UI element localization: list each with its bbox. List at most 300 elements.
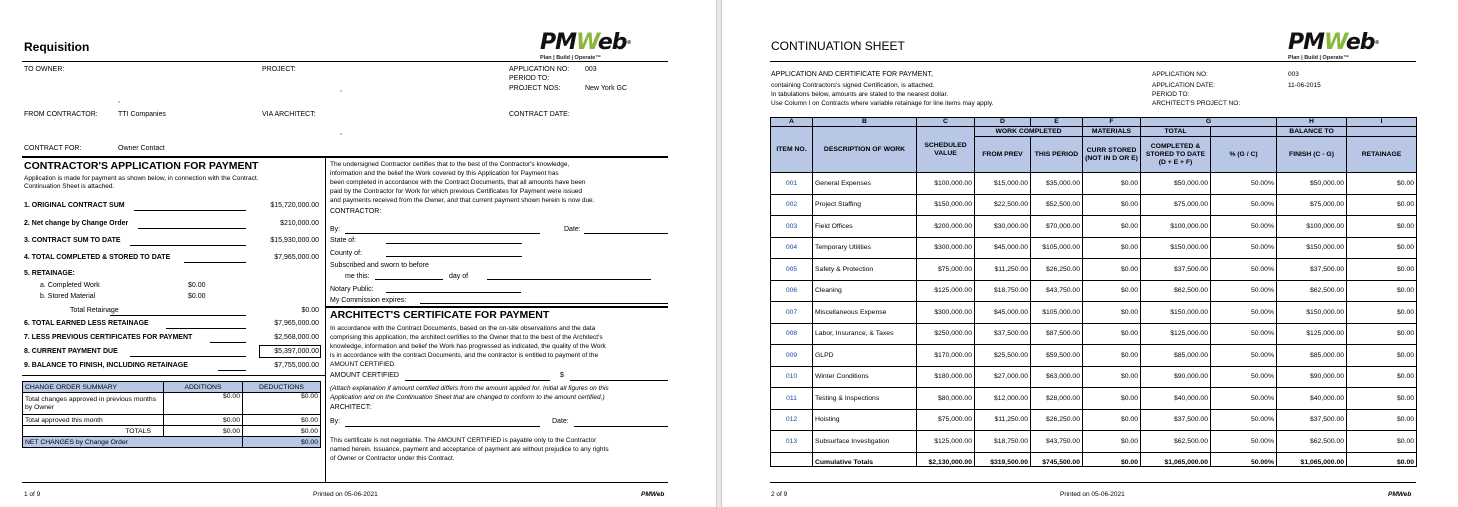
total-item-no: [771, 452, 813, 466]
line-6-label: 6. TOTAL EARNED LESS RETAINAGE: [24, 320, 149, 327]
co-row-totals-label: TOTALS: [23, 426, 164, 437]
meta-application-no-label: APPLICATION NO:: [1152, 71, 1208, 78]
intro-line-3: In tabulations below, amounts are stated to the nearest dollar.: [771, 91, 949, 98]
cell-balance-to-finish: $62,500.00: [1277, 431, 1347, 453]
cell-description: GLPD: [813, 345, 917, 367]
architect-footnote-3: of Owner or Contractor under this Contract.: [330, 455, 455, 462]
cell-item-no[interactable]: 003: [771, 216, 813, 238]
table-row: [771, 302, 1417, 324]
cell-retainage: $0.00: [1347, 388, 1417, 410]
footer-printed-2: Printed on 05-06-2021: [1060, 491, 1125, 498]
cell-completed-stored: $37,500.00: [1141, 409, 1211, 431]
co-row-totals-additions: $0.00: [164, 426, 243, 437]
line-9-label: 9. BALANCE TO FINISH, INCLUDING RETAINAGE: [24, 362, 188, 369]
cell-curr-stored: $0.00: [1083, 409, 1141, 431]
header-total: TOTAL: [1141, 127, 1211, 137]
cell-completed-stored: $75,000.00: [1141, 194, 1211, 216]
col-letter-d: D: [975, 118, 1031, 127]
cell-scheduled-value: $125,000.00: [917, 431, 975, 453]
cell-item-no[interactable]: 012: [771, 409, 813, 431]
cell-percent: 50.00%: [1211, 431, 1277, 453]
cell-from-prev: $11,250.00: [975, 259, 1031, 281]
footer-brand-2: PMWeb: [1388, 491, 1412, 498]
cell-percent: 50.00%: [1211, 409, 1277, 431]
col-letter-c: C: [917, 118, 975, 127]
cell-from-prev: $30,000.00: [975, 216, 1031, 238]
me-this-label: me this:: [345, 273, 370, 280]
cell-retainage: $0.00: [1347, 259, 1417, 281]
table-row: [771, 237, 1417, 259]
total-completed-stored: $1,065,000.00: [1141, 452, 1211, 466]
cell-completed-stored: $150,000.00: [1141, 302, 1211, 324]
continuation-sheet-page: [722, 0, 1458, 507]
co-header-deductions: DEDUCTIONS: [243, 382, 321, 393]
cell-balance-to-finish: $50,000.00: [1277, 173, 1347, 195]
table-row: [771, 431, 1417, 453]
footer-page: 1 of 9: [24, 491, 41, 498]
certification-text-5: and payments received from the Owner, and that current payment shown herein is now due.: [330, 197, 595, 204]
line-7-label: 7. LESS PREVIOUS CERTIFICATES FOR PAYMENT: [24, 334, 193, 341]
to-owner-label: TO OWNER:: [24, 66, 65, 73]
table-row: [771, 173, 1417, 195]
cell-scheduled-value: $170,000.00: [917, 345, 975, 367]
co-row-month-additions: $0.00: [164, 415, 243, 426]
cell-balance-to-finish: $125,000.00: [1277, 323, 1347, 345]
notary-label: Notary Public:: [330, 286, 374, 293]
certification-text-1: The undersigned Contractor certifies that to the best of the Contractor's knowledge,: [330, 161, 570, 168]
column-divider: [325, 157, 326, 482]
cell-from-prev: $22,500.00: [975, 194, 1031, 216]
cell-curr-stored: $0.00: [1083, 366, 1141, 388]
total-description: Cumulative Totals: [813, 452, 917, 466]
total-balance-to-finish: $1,065,000.00: [1277, 452, 1347, 466]
cell-description: Project Staffing: [813, 194, 917, 216]
contract-for-value: Owner Contact: [118, 145, 165, 152]
cell-balance-to-finish: $75,000.00: [1277, 194, 1347, 216]
cell-this-period: $26,250.00: [1031, 259, 1083, 281]
application-intro-1: Application is made for payment as shown below, in connection with the Contract.: [24, 175, 259, 182]
cell-description: Labor, Insurance, & Taxes: [813, 323, 917, 345]
completed-work-value: $0.00: [188, 282, 206, 289]
contractor-comma: ,: [118, 97, 120, 104]
contractor-date-line[interactable]: [584, 233, 668, 234]
table-row: [771, 194, 1417, 216]
cell-curr-stored: $0.00: [1083, 388, 1141, 410]
cell-scheduled-value: $75,000.00: [917, 409, 975, 431]
co-row-month-label: Total approved this month: [23, 415, 164, 426]
total-this-period: $745,500.00: [1031, 452, 1083, 466]
certification-text-2: information and the belief the Work covered by this Application for Payment has: [330, 170, 559, 177]
total-percent: 50.00%: [1211, 452, 1277, 466]
header-from-prev: FROM PREV: [975, 137, 1031, 173]
cell-this-period: $28,000.00: [1031, 388, 1083, 410]
cell-retainage: $0.00: [1347, 280, 1417, 302]
cell-retainage: $0.00: [1347, 194, 1417, 216]
header-finish: FINISH (C - G): [1277, 137, 1347, 173]
me-this-line[interactable]: [375, 279, 443, 280]
amount-certified-line[interactable]: [570, 380, 668, 381]
header-curr-stored: CURR STORED (NOT IN D OR E): [1083, 137, 1141, 173]
cell-scheduled-value: $250,000.00: [917, 323, 975, 345]
cell-description: Temporary Utilities: [813, 237, 917, 259]
co-row-previous-label: Total changes approved in previous months by Owner: [23, 393, 164, 415]
cell-scheduled-value: $200,000.00: [917, 216, 975, 238]
cell-description: Testing & Inspections: [813, 388, 917, 410]
architect-note-1: (Attach explanation if amount certified differs from the amount applied for. Initial all figures on this: [330, 385, 609, 392]
continuation-title: CONTINUATION SHEET: [771, 39, 905, 53]
application-heading: CONTRACTOR'S APPLICATION FOR PAYMENT: [24, 160, 259, 172]
co-net-label: NET CHANGES by Change Order: [23, 437, 243, 448]
architect-footnote-2: named herein. Issuance, payment and acceptance of payment are without prejudice to any rights: [330, 446, 609, 453]
co-row-totals-deductions: $0.00: [243, 426, 321, 437]
total-from-prev: $319,500.00: [975, 452, 1031, 466]
cell-percent: 50.00%: [1211, 366, 1277, 388]
cell-scheduled-value: $80,000.00: [917, 388, 975, 410]
total-retainage: $0.00: [1347, 452, 1417, 466]
cell-this-period: $52,500.00: [1031, 194, 1083, 216]
cell-percent: 50.00%: [1211, 237, 1277, 259]
cell-scheduled-value: $300,000.00: [917, 302, 975, 324]
cell-retainage: $0.00: [1347, 323, 1417, 345]
cell-item-no[interactable]: 006: [771, 280, 813, 302]
cell-percent: 50.00%: [1211, 194, 1277, 216]
cell-description: Miscellaneous Expense: [813, 302, 917, 324]
continuation-table-body: [771, 173, 1417, 467]
architect-comma: ,: [340, 129, 342, 136]
project-nos-label: PROJECT NOS:: [509, 85, 561, 92]
cell-curr-stored: $0.00: [1083, 194, 1141, 216]
contractor-label: CONTRACTOR:: [330, 208, 382, 215]
commission-line[interactable]: [420, 303, 668, 304]
application-intro-2: Continuation Sheet is attached.: [24, 183, 115, 190]
cell-this-period: $35,000.00: [1031, 173, 1083, 195]
cell-this-period: $87,500.00: [1031, 323, 1083, 345]
line-3-value: $15,930,000.00: [270, 237, 319, 244]
cell-description: Subsurface Investigation: [813, 431, 917, 453]
meta-application-no-value: 003: [1288, 71, 1299, 78]
cell-balance-to-finish: $40,000.00: [1277, 388, 1347, 410]
cell-curr-stored: $0.00: [1083, 237, 1141, 259]
co-net-value: $0.00: [243, 437, 321, 448]
cell-retainage: $0.00: [1347, 366, 1417, 388]
cell-from-prev: $18,750.00: [975, 280, 1031, 302]
table-row: [771, 388, 1417, 410]
contractor-by-line[interactable]: [345, 233, 540, 234]
cell-this-period: $59,500.00: [1031, 345, 1083, 367]
cell-from-prev: $18,750.00: [975, 431, 1031, 453]
contractor-by-label: By:: [330, 226, 341, 233]
line-4-label: 4. TOTAL COMPLETED & STORED TO DATE: [24, 254, 171, 261]
cell-balance-to-finish: $37,500.00: [1277, 259, 1347, 281]
cell-completed-stored: $62,500.00: [1141, 431, 1211, 453]
dollar-sign: $: [560, 372, 564, 379]
co-header-summary: CHANGE ORDER SUMMARY: [23, 382, 164, 393]
cell-completed-stored: $90,000.00: [1141, 366, 1211, 388]
amount-certified-label: AMOUNT CERTIFIED: [330, 372, 399, 379]
cell-retainage: $0.00: [1347, 345, 1417, 367]
header-retainage: RETAINAGE: [1347, 137, 1417, 173]
certification-text-3: been completed in accordance with the Contract Documents, that all amounts have been: [330, 179, 586, 186]
totals-row: [771, 452, 1417, 466]
line-2-label: 2. Net change by Change Order: [24, 220, 129, 227]
architect-text-3: knowledge, information and belief the Work has progressed as indicated, the quality of the Work: [330, 343, 606, 350]
period-to-label: PERIOD TO:: [509, 75, 550, 82]
page-title: Requisition: [24, 40, 90, 54]
architect-text-4: is in accordance with the contract Documents, and the contractor is entitled to payment of the: [330, 352, 599, 359]
cell-curr-stored: $0.00: [1083, 431, 1141, 453]
cell-curr-stored: $0.00: [1083, 302, 1141, 324]
state-of-label: State of:: [330, 237, 357, 244]
header-materials: MATERIALS: [1083, 127, 1141, 137]
contractor-date-label: Date:: [564, 226, 581, 233]
header-work-completed: WORK COMPLETED: [975, 127, 1083, 137]
cell-percent: 50.00%: [1211, 388, 1277, 410]
line-8-value: $5,397,000.00: [274, 348, 319, 355]
header-completed-stored: COMPLETED & STORED TO DATE (D + E + F): [1141, 137, 1211, 173]
cell-from-prev: $37,500.00: [975, 323, 1031, 345]
line-8-label: 8. CURRENT PAYMENT DUE: [24, 348, 118, 355]
pmweb-logo: PMWeb® Plan | Build | Operate™: [540, 30, 631, 61]
cell-completed-stored: $62,500.00: [1141, 280, 1211, 302]
meta-application-date-value: 11-06-2015: [1288, 82, 1321, 89]
col-letter-b: B: [813, 118, 917, 127]
cell-this-period: $43,750.00: [1031, 280, 1083, 302]
cell-description: Cleaning: [813, 280, 917, 302]
stored-material-label: b. Stored Material: [40, 293, 96, 300]
stored-material-value: $0.00: [188, 293, 206, 300]
footer-brand: PMWeb: [641, 491, 665, 498]
cell-from-prev: $45,000.00: [975, 302, 1031, 324]
cell-balance-to-finish: $85,000.00: [1277, 345, 1347, 367]
cell-item-no[interactable]: 005: [771, 259, 813, 281]
section-rule: [22, 156, 668, 158]
intro-line-4: Use Column I on Contracts where variable retainage for line items may apply.: [771, 100, 994, 107]
cell-completed-stored: $100,000.00: [1141, 216, 1211, 238]
header-this-period: THIS PERIOD: [1031, 137, 1083, 173]
pmweb-logo-2: PMWeb® Plan | Build | Operate™: [1288, 30, 1379, 61]
cell-curr-stored: $0.00: [1083, 280, 1141, 302]
cell-percent: 50.00%: [1211, 216, 1277, 238]
cell-retainage: $0.00: [1347, 302, 1417, 324]
cell-retainage: $0.00: [1347, 237, 1417, 259]
table-row: [771, 216, 1417, 238]
architect-note-2: Application and on the Continuation Sheet that are changed to conform to the amount certified.): [330, 394, 605, 401]
architect-date-label: Date:: [552, 418, 569, 425]
header-item-no: ITEM NO.: [771, 127, 813, 173]
requisition-page: [0, 0, 716, 507]
architect-footnote-1: This certificate is not negotiable. The AMOUNT CERTIFIED is payable only to the Contractor: [330, 437, 597, 444]
architect-date-line[interactable]: [574, 426, 668, 427]
project-nos-value: New York GC: [585, 85, 628, 92]
cell-this-period: $43,750.00: [1031, 431, 1083, 453]
cell-balance-to-finish: $37,500.00: [1277, 409, 1347, 431]
cell-scheduled-value: $300,000.00: [917, 237, 975, 259]
architect-text-2: comprising this application, the architect certifies to the Owner that to the best of the Architect's: [330, 334, 603, 341]
col-letter-f: F: [1083, 118, 1141, 127]
project-comma: ,: [340, 86, 342, 93]
co-row-previous-deductions: $0.00: [243, 393, 321, 415]
cell-item-no[interactable]: 004: [771, 237, 813, 259]
co-row-previous-additions: $0.00: [164, 393, 243, 415]
cell-item-no[interactable]: 002: [771, 194, 813, 216]
cell-scheduled-value: $180,000.00: [917, 366, 975, 388]
cell-retainage: $0.00: [1347, 409, 1417, 431]
cell-item-no[interactable]: 008: [771, 323, 813, 345]
cell-scheduled-value: $100,000.00: [917, 173, 975, 195]
cell-this-period: $26,250.00: [1031, 409, 1083, 431]
cell-item-no[interactable]: 009: [771, 345, 813, 367]
cell-percent: 50.00%: [1211, 302, 1277, 324]
cell-balance-to-finish: $100,000.00: [1277, 216, 1347, 238]
cell-item-no[interactable]: 007: [771, 302, 813, 324]
col-letter-i: I: [1347, 118, 1417, 127]
cell-completed-stored: $37,500.00: [1141, 259, 1211, 281]
notary-line[interactable]: [386, 292, 521, 293]
cell-retainage: $0.00: [1347, 431, 1417, 453]
cell-description: Safety & Protection: [813, 259, 917, 281]
cell-item-no[interactable]: 001: [771, 173, 813, 195]
certification-text-4: paid by the Contractor for Work for which previous Certificates for Payment were issued: [330, 188, 583, 195]
cell-from-prev: $15,000.00: [975, 173, 1031, 195]
cell-this-period: $105,000.00: [1031, 237, 1083, 259]
table-row: [771, 409, 1417, 431]
application-no-value: 003: [585, 66, 597, 73]
line-4-value: $7,965,000.00: [274, 254, 319, 261]
col-letter-g: G: [1141, 118, 1277, 127]
col-letter-h: H: [1277, 118, 1347, 127]
cell-curr-stored: $0.00: [1083, 173, 1141, 195]
retainage-label: 5. RETAINAGE:: [24, 270, 75, 277]
cell-curr-stored: $0.00: [1083, 323, 1141, 345]
header-scheduled-value: SCHEDULED VALUE: [917, 127, 975, 173]
meta-application-date-label: APPLICATION DATE:: [1152, 82, 1215, 89]
header-percent: % (G / C): [1211, 137, 1277, 173]
cell-from-prev: $27,000.00: [975, 366, 1031, 388]
contract-for-label: CONTRACT FOR:: [24, 145, 82, 152]
line-3-label: 3. CONTRACT SUM TO DATE: [24, 237, 121, 244]
co-row-month-deductions: $0.00: [243, 415, 321, 426]
cell-percent: 50.00%: [1211, 259, 1277, 281]
cell-scheduled-value: $125,000.00: [917, 280, 975, 302]
total-scheduled-value: $2,130,000.00: [917, 452, 975, 466]
line-9-value: $7,755,000.00: [274, 362, 319, 369]
sworn-label: Subscribed and sworn to before: [330, 262, 429, 269]
cell-curr-stored: $0.00: [1083, 345, 1141, 367]
application-no-label: APPLICATION NO:: [509, 66, 570, 73]
line-6-value: $7,965,000.00: [274, 320, 319, 327]
cell-percent: 50.00%: [1211, 345, 1277, 367]
from-contractor-value: TTI Companies: [118, 111, 166, 118]
cell-percent: 50.00%: [1211, 280, 1277, 302]
state-of-line[interactable]: [386, 243, 522, 244]
cell-from-prev: $45,000.00: [975, 237, 1031, 259]
cell-this-period: $105,000.00: [1031, 302, 1083, 324]
header-description: DESCRIPTION OF WORK: [813, 127, 917, 173]
meta-period-to-label: PERIOD TO:: [1152, 91, 1190, 98]
total-curr-stored: $0.00: [1083, 452, 1141, 466]
architect-heading: ARCHITECT'S CERTIFICATE FOR PAYMENT: [330, 309, 550, 321]
completed-work-label: a. Completed Work: [40, 282, 100, 289]
commission-label: My Commission expires:: [330, 297, 407, 304]
cell-description: General Expenses: [813, 173, 917, 195]
cell-completed-stored: $150,000.00: [1141, 237, 1211, 259]
header-rule: [22, 61, 668, 62]
architect-text-5: AMOUNT CERTIFIED.: [330, 361, 396, 368]
architect-label: ARCHITECT:: [330, 404, 372, 411]
cell-from-prev: $25,500.00: [975, 345, 1031, 367]
cell-balance-to-finish: $90,000.00: [1277, 366, 1347, 388]
cell-this-period: $70,000.00: [1031, 216, 1083, 238]
change-order-summary-table: [22, 381, 321, 448]
contract-date-label: CONTRACT DATE:: [509, 111, 570, 118]
table-row: [771, 345, 1417, 367]
county-of-line[interactable]: [386, 256, 522, 257]
header-balance-to: BALANCE TO: [1277, 127, 1347, 137]
footer-printed: Printed on 05-06-2021: [313, 491, 378, 498]
cell-item-no[interactable]: 010: [771, 366, 813, 388]
cell-scheduled-value: $150,000.00: [917, 194, 975, 216]
table-row: [771, 366, 1417, 388]
cell-completed-stored: $50,000.00: [1141, 173, 1211, 195]
table-row: [771, 323, 1417, 345]
co-header-additions: ADDITIONS: [164, 382, 243, 393]
cell-completed-stored: $85,000.00: [1141, 345, 1211, 367]
col-letter-a: A: [771, 118, 813, 127]
continuation-table: [770, 117, 1417, 467]
cell-curr-stored: $0.00: [1083, 259, 1141, 281]
cell-percent: 50.00%: [1211, 173, 1277, 195]
from-contractor-label: FROM CONTRACTOR:: [24, 111, 98, 118]
cell-scheduled-value: $75,000.00: [917, 259, 975, 281]
line-7-value: $2,568,000.00: [274, 334, 319, 341]
architect-by-line[interactable]: [345, 426, 540, 427]
cell-description: Winter Conditions: [813, 366, 917, 388]
cell-item-no[interactable]: 013: [771, 431, 813, 453]
intro-line-2: containing Contractors's signed Certification, is attached.: [771, 82, 935, 89]
line-2-value: $210,000.00: [280, 220, 319, 227]
footer-page-2: 2 of 9: [771, 491, 788, 498]
project-label: PROJECT:: [262, 66, 296, 73]
line-1-label: 1. ORIGINAL CONTRACT SUM: [24, 202, 125, 209]
day-of-label: day of: [449, 273, 469, 280]
cell-balance-to-finish: $62,500.00: [1277, 280, 1347, 302]
cell-from-prev: $12,000.00: [975, 388, 1031, 410]
cell-percent: 50.00%: [1211, 323, 1277, 345]
meta-architect-project-label: ARCHITECT'S PROJECT NO:: [1152, 100, 1241, 107]
cell-this-period: $63,000.00: [1031, 366, 1083, 388]
cell-from-prev: $11,250.00: [975, 409, 1031, 431]
cell-completed-stored: $125,000.00: [1141, 323, 1211, 345]
cell-retainage: $0.00: [1347, 173, 1417, 195]
total-retainage-label: Total Retainage: [70, 307, 119, 314]
table-row: [771, 280, 1417, 302]
via-architect-label: VIA ARCHITECT:: [262, 111, 316, 118]
architect-text-1: In accordance with the Contract Documents, based on the on-site observations and the data: [330, 325, 596, 332]
county-of-label: County of:: [330, 250, 362, 257]
cell-retainage: $0.00: [1347, 216, 1417, 238]
day-of-line[interactable]: [487, 279, 651, 280]
col-letter-e: E: [1031, 118, 1083, 127]
cell-description: Field Offices: [813, 216, 917, 238]
intro-line-1: APPLICATION AND CERTIFICATE FOR PAYMENT,: [771, 71, 933, 78]
line-1-value: $15,720,000.00: [270, 202, 319, 209]
cell-curr-stored: $0.00: [1083, 216, 1141, 238]
cell-item-no[interactable]: 011: [771, 388, 813, 410]
cell-balance-to-finish: $150,000.00: [1277, 237, 1347, 259]
table-row: [771, 259, 1417, 281]
cell-completed-stored: $40,000.00: [1141, 388, 1211, 410]
architect-by-label: By:: [330, 418, 341, 425]
